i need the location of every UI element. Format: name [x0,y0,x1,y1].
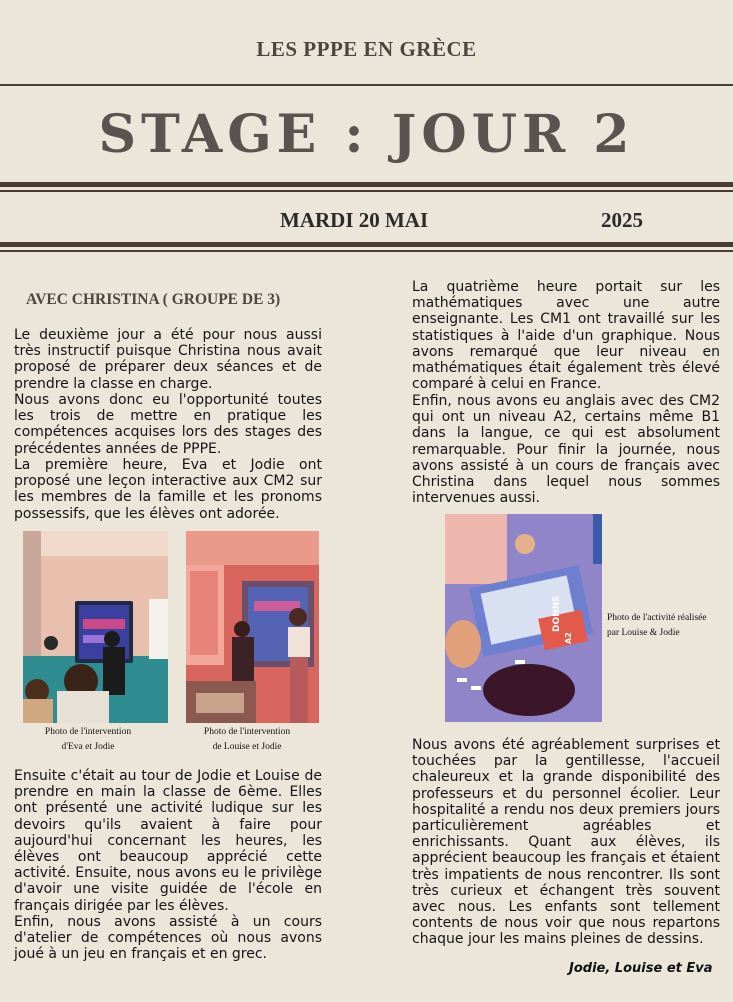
kicker: LES PPPE EN GRÈCE [256,37,477,61]
header-rule-bottom-1 [0,242,733,247]
issue-year: 2025 [601,208,643,232]
left-paragraph-4: Ensuite c'était au tour de Jodie et Louise de prendre en main la classe de 6ème. Elles ont présenté une activité ludique sur les devoirs qu'ils avaient à faire pour aujourd'hui concernant les heures, les élèves ont beaucoup apprécié cette activité. Ensuite, nous avons eu le privilège d'avoir une visite guidée de l'école en français dirigée par les élèves. [14,768,322,914]
page-title: STAGE : JOUR 2 [98,104,635,165]
header-rule-bottom-2 [0,250,733,252]
left-paragraph-2: Nous avons donc eu l'opportunité toutes les trois de mettre en pratique les compétences acquises lors des stages des précédentes années de PPPE. [14,392,322,457]
photo1-caption-line2: d'Eva et Jodie [61,742,115,752]
issue-date: MARDI 20 MAI [280,208,429,232]
photo1-caption-line1: Photo de l'intervention [44,727,132,737]
photo-eva-jodie [23,531,168,723]
header-rule-top [0,84,733,86]
photo-activity [445,514,602,722]
photo-louise-jodie [186,531,319,723]
photo1-caption [23,725,153,755]
left-paragraph-3: La première heure, Eva et Jodie ont proposé une leçon interactive aux CM2 sur les membres de la famille et les pronoms possessifs, que les élèves ont adorée. [14,457,322,522]
photo2-caption-line1: Photo de l'intervention [203,727,291,737]
left-paragraph-5: Enfin, nous avons assisté à un cours d'atelier de compétences où nous avons joué à un jeu en français et en grec. [14,914,322,963]
right-paragraph-3: Nous avons été agréablement surprises et touchées par la gentillesse, l'accueil chaleureux et la grande disponibilité des professeurs et du personnel écolier. Leur hospitalité a rendu nos deux premiers jours particulièrement agréables et enrichissants. Quant aux élèves, ils apprécient beaucoup les français et étaient très impatients de nous rencontrer. Ils sont très curieux et échangent très souvent avec nous. Les enfants sont tellement contents de nous voir que nous repartons chaque jour les mains pleines de dessins. [412,737,720,948]
photo3-caption [607,611,731,641]
photo3-caption-line1: Photo de l'activité réalisée [607,613,707,623]
right-paragraph-2: Enfin, nous avons eu anglais avec des CM2 qui ont un niveau A2, certains même B1 dans la langue, ce qui est absolument remarquable. Pour finir la journée, nous avons assisté à un cours de français avec Christina dans lequel nous sommes intervenues aussi. [412,393,720,507]
signature: Jodie, Louise et Eva [569,961,713,976]
photo2-caption [182,725,312,755]
header-rule-mid-1 [0,182,733,187]
book-title: DONNE [552,595,562,632]
photo3-caption-line2: par Louise & Jodie [607,628,680,638]
right-paragraph-1: La quatrième heure portait sur les mathématiques avec une autre enseignante. Les CM1 ont travaillé sur les statistiques à l'aide d'un graphique. Nous avons remarqué que leur niveau en mathématiques était également très élevé comparé à celui en France. [412,279,720,393]
book-level: A2 [564,632,573,644]
header-rule-mid-2 [0,190,733,192]
left-paragraph-1: Le deuxième jour a été pour nous aussi très instructif puisque Christina nous avait proposé de préparer deux séances et de prendre la classe en charge. [14,327,322,392]
section-heading: AVEC CHRISTINA ( GROUPE DE 3) [26,291,281,308]
photo2-caption-line2: de Louise et Jodie [212,742,282,752]
